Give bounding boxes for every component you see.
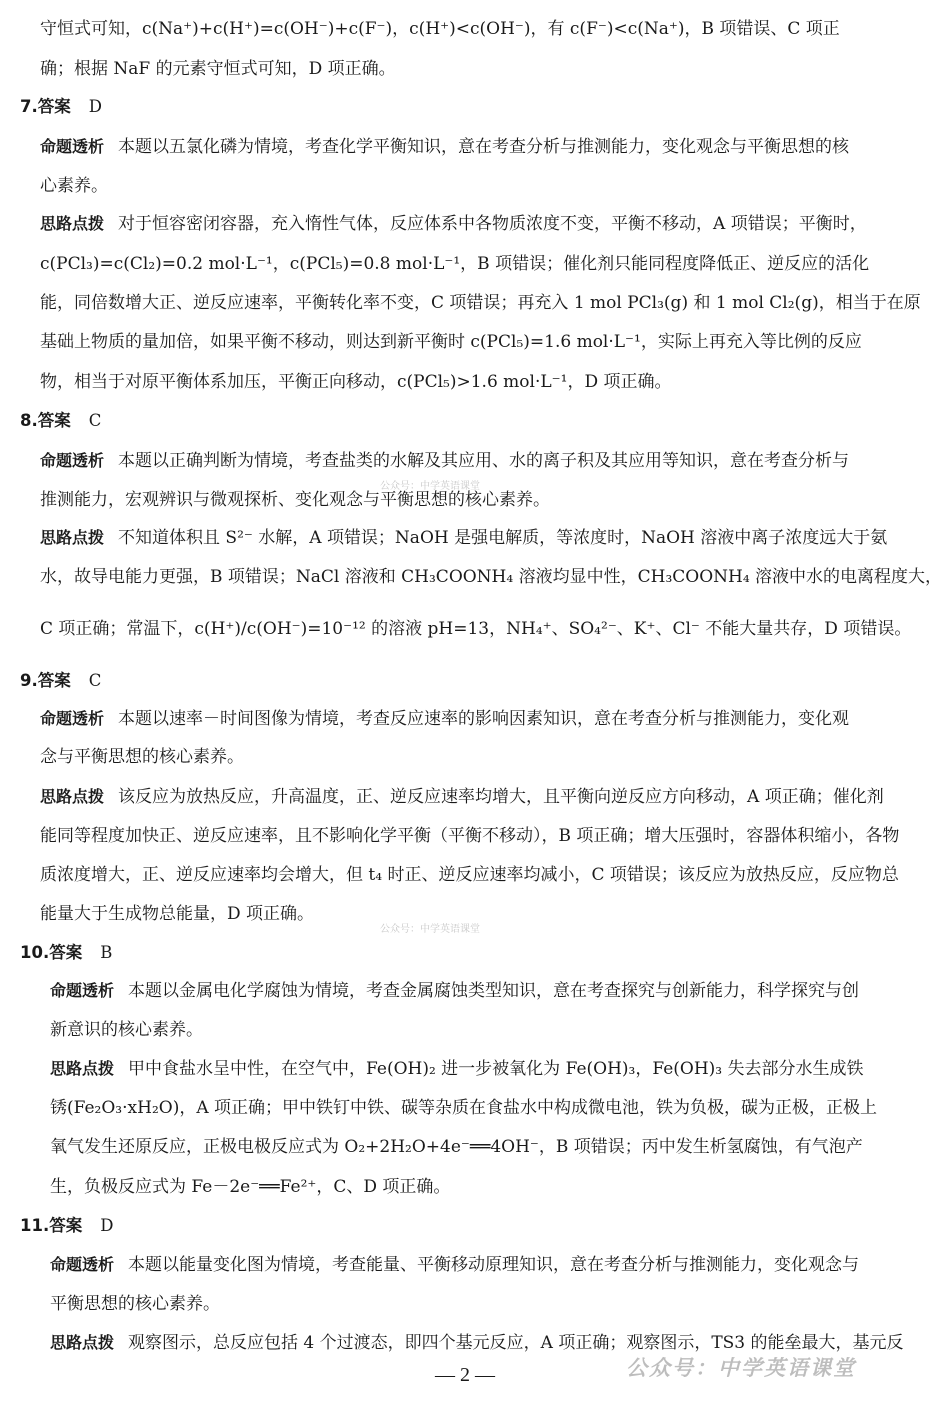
text-line: 确；根据 NaF 的元素守恒式可知，D 项正确。 [40,59,396,79]
answer-heading-10: 10.答案 B [20,943,113,962]
text-line: 新意识的核心素养。 [50,1020,203,1040]
text-line: 思路点拨 不知道体积且 S²⁻ 水解，A 项错误；NaOH 是强电解质，等浓度时，NaOH 溶液中离子浓度远大于氨 [40,528,888,548]
watermark-logo-text: 公众号：中学英语课堂 [626,1356,856,1380]
text-line: 水，故导电能力更强，B 项错误；NaCl 溶液和 CH₃COONH₄ 溶液均显中性，CH₃COONH₄ 溶液中水的电离程度大， [40,567,943,587]
text-line: 锈(Fe₂O₃·xH₂O)，A 项正确；甲中铁钉中铁、碳等杂质在食盐水中构成微电池，铁为负极，碳为正极，正极上 [50,1098,878,1118]
text-line: 命题透析 本题以速率－时间图像为情境，考查反应速率的影响因素知识，意在考查分析与推测能力，变化观 [40,709,850,729]
watermark-text: 公众号：中学英语课堂 [380,924,480,935]
page-number: — 2 — [435,1364,495,1386]
watermark-text: 公众号：中学英语课堂 [380,481,480,492]
text-line: 命题透析 本题以正确判断为情境，考查盐类的水解及其应用、水的离子积及其应用等知识，意在考查分析与 [40,451,850,471]
text-line: 思路点拨 观察图示，总反应包括 4 个过渡态，即四个基元反应，A 项正确；观察图示，TS3 的能垒最大，基元反 [50,1333,904,1353]
text-line: 命题透析 本题以五氯化磷为情境，考查化学平衡知识，意在考查分析与推测能力，变化观念与平衡思想的核 [40,137,850,157]
text-line: 念与平衡思想的核心素养。 [40,747,244,767]
text-line: 质浓度增大，正、逆反应速率均会增大，但 t₄ 时正、逆反应速率均减小，C 项错误；该反应为放热反应，反应物总 [40,865,899,885]
text-line: C 项正确；常温下，c(H⁺)/c(OH⁻)=10⁻¹² 的溶液 pH=13，NH₄⁺、SO₄²⁻、K⁺、Cl⁻ 不能大量共存，D 项错误。 [40,619,912,639]
text-line: 氧气发生还原反应，正极电极反应式为 O₂+2H₂O+4e⁻══4OH⁻，B 项错误；丙中发生析氢腐蚀，有气泡产 [50,1137,863,1157]
answer-heading-11: 11.答案 D [20,1216,114,1235]
text-line: 思路点拨 该反应为放热反应，升高温度，正、逆反应速率均增大，且平衡向逆反应方向移动，A 项正确；催化剂 [40,787,884,807]
text-line: 平衡思想的核心素养。 [50,1294,220,1314]
text-line: 命题透析 本题以金属电化学腐蚀为情境，考查金属腐蚀类型知识，意在考查探究与创新能力，科学探究与创 [50,981,860,1001]
text-line: 基础上物质的量加倍，如果平衡不移动，则达到新平衡时 c(PCl₅)=1.6 mol·L⁻¹，实际上再充入等比例的反应 [40,332,862,352]
text-line: 思路点拨 对于恒容密闭容器，充入惰性气体，反应体系中各物质浓度不变，平衡不移动，A 项错误；平衡时， [40,214,867,234]
text-line: 命题透析 本题以能量变化图为情境，考查能量、平衡移动原理知识，意在考查分析与推测能力，变化观念与 [50,1255,860,1275]
text-line: 能同等程度加快正、逆反应速率，且不影响化学平衡（平衡不移动），B 项正确；增大压强时，容器体积缩小，各物 [40,826,900,846]
answer-heading-9: 9.答案 C [20,671,102,690]
text-line: 心素养。 [40,176,108,196]
text-line: 生，负极反应式为 Fe－2e⁻══Fe²⁺，C、D 项正确。 [50,1177,451,1197]
text-line: c(PCl₃)=c(Cl₂)=0.2 mol·L⁻¹，c(PCl₅)=0.8 mol·L⁻¹，B 项错误；催化剂只能同程度降低正、逆反应的活化 [40,254,870,274]
text-line: 推测能力，宏观辨识与微观探析、变化观念与平衡思想的核心素养。 [40,490,550,510]
text-line: 物，相当于对原平衡体系加压，平衡正向移动，c(PCl₅)>1.6 mol·L⁻¹，D 项正确。 [40,372,672,392]
text-line: 守恒式可知，c(Na⁺)+c(H⁺)=c(OH⁻)+c(F⁻)，c(H⁺)<c(OH⁻)，有 c(F⁻)<c(Na⁺)，B 项错误、C 项正 [40,19,840,39]
text-line: 能，同倍数增大正、逆反应速率，平衡转化率不变，C 项错误；再充入 1 mol PCl₃(g) 和 1 mol Cl₂(g)，相当于在原 [40,293,921,313]
answer-heading-7: 7.答案 D [20,97,102,116]
text-line: 思路点拨 甲中食盐水呈中性，在空气中，Fe(OH)₂ 进一步被氧化为 Fe(OH)₃，Fe(OH)₃ 失去部分水生成铁 [50,1059,864,1079]
text-line: 能量大于生成物总能量，D 项正确。 [40,904,315,924]
answer-heading-8: 8.答案 C [20,411,102,430]
